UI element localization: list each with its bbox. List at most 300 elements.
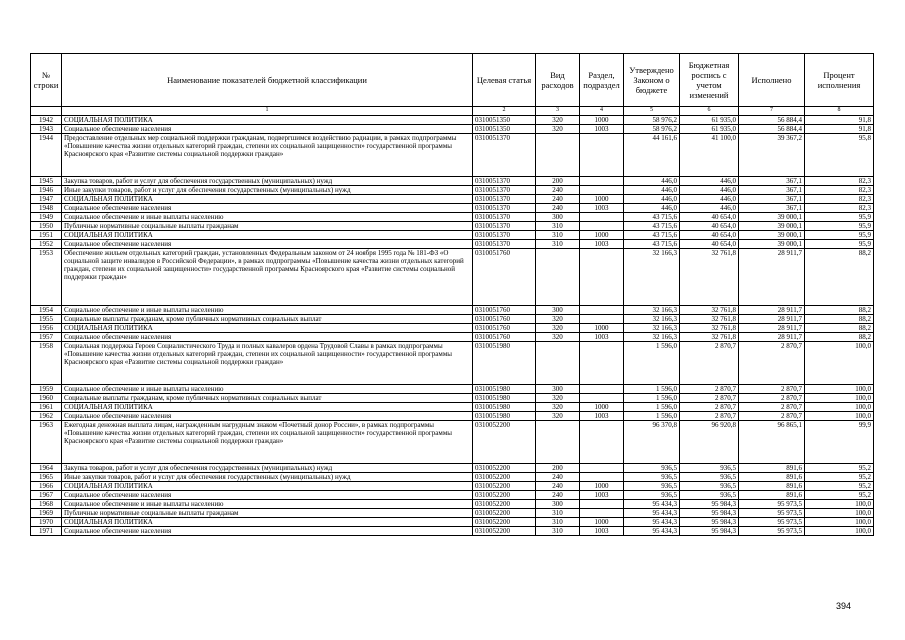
plan-amount: 2 870,7 [680,394,739,403]
plan-amount: 95 984,3 [680,527,739,536]
row-number: 1962 [31,412,62,421]
row-number: 1969 [31,509,62,518]
row-number: 1942 [31,116,62,125]
expense-type: 320 [536,315,580,324]
section-code: 1003 [580,125,624,134]
indicator-name: Предоставление отдельных мер социальной поддержки гражданам, подвергшимся воздействию радиации, в рамках подпрограммы «Повышение качества жизни отдельных категорий граждан, степени их социальной защищенности» государственной программы Красноярского края «Развитие системы социальной поддержки граждан» [62,134,473,177]
target-article: 0310051980 [473,385,536,394]
column-number-row [31,107,874,116]
header-indicator-name: Наименование показателей бюджетной классификации [62,54,473,107]
execution-percent: 100,0 [805,403,874,412]
indicator-name: Социальное обеспечение и иные выплаты населению [62,213,473,222]
table-row [31,491,874,500]
approved-amount: 32 166,3 [624,315,680,324]
expense-type: 200 [536,464,580,473]
target-article: 0310052200 [473,421,536,464]
expense-type: 320 [536,394,580,403]
expense-type: 320 [536,125,580,134]
indicator-name: Социальное обеспечение населения [62,125,473,134]
table-row [31,482,874,491]
executed-amount: 2 870,7 [739,403,805,412]
expense-type: 310 [536,527,580,536]
expense-type: 310 [536,222,580,231]
column-number: 5 [624,107,680,116]
expense-type [536,134,580,177]
approved-amount: 95 434,3 [624,527,680,536]
expense-type: 240 [536,491,580,500]
approved-amount: 96 370,8 [624,421,680,464]
section-code [580,464,624,473]
section-code: 1000 [580,231,624,240]
target-article: 0310051370 [473,134,536,177]
row-number: 1949 [31,213,62,222]
expense-type: 310 [536,509,580,518]
executed-amount: 95 973,5 [739,527,805,536]
executed-amount: 56 884,4 [739,125,805,134]
target-article: 0310051760 [473,315,536,324]
approved-amount: 936,5 [624,482,680,491]
table-row [31,222,874,231]
approved-amount: 43 715,6 [624,222,680,231]
expense-type: 300 [536,306,580,315]
table-row [31,240,874,249]
row-number: 1947 [31,195,62,204]
target-article: 0310052200 [473,500,536,509]
target-article: 0310051760 [473,249,536,306]
section-code [580,342,624,385]
approved-amount: 32 166,3 [624,249,680,306]
execution-percent: 82,3 [805,195,874,204]
row-number: 1950 [31,222,62,231]
executed-amount: 2 870,7 [739,394,805,403]
executed-amount: 2 870,7 [739,412,805,421]
executed-amount: 39 000,1 [739,231,805,240]
approved-amount: 1 596,0 [624,412,680,421]
execution-percent: 88,2 [805,249,874,306]
indicator-name: Закупка товаров, работ и услуг для обеспечения государственных (муниципальных) нужд [62,464,473,473]
target-article: 0310051350 [473,116,536,125]
header-approved: Утверждено Законом о бюджете [624,54,680,107]
header-executed: Исполнено [739,54,805,107]
execution-percent: 91,8 [805,116,874,125]
approved-amount: 32 166,3 [624,333,680,342]
expense-type: 300 [536,500,580,509]
expense-type: 200 [536,177,580,186]
execution-percent: 95,9 [805,213,874,222]
row-number: 1968 [31,500,62,509]
executed-amount: 2 870,7 [739,342,805,385]
target-article: 0310052200 [473,509,536,518]
table-row [31,342,874,385]
executed-amount: 95 973,5 [739,518,805,527]
expense-type: 240 [536,186,580,195]
section-code: 1003 [580,240,624,249]
executed-amount: 95 973,5 [739,509,805,518]
expense-type: 240 [536,195,580,204]
section-code [580,177,624,186]
execution-percent: 100,0 [805,509,874,518]
indicator-name: Социальное обеспечение и иные выплаты населению [62,500,473,509]
approved-amount: 1 596,0 [624,385,680,394]
table-row [31,116,874,125]
target-article: 0310051370 [473,204,536,213]
target-article: 0310052200 [473,473,536,482]
indicator-name: Иные закупки товаров, работ и услуг для обеспечения государственных (муниципальных) нужд [62,186,473,195]
target-article: 0310052200 [473,527,536,536]
column-number: 7 [739,107,805,116]
indicator-name: Социальное обеспечение и иные выплаты населению [62,385,473,394]
approved-amount: 32 166,3 [624,306,680,315]
row-number: 1970 [31,518,62,527]
plan-amount: 32 761,8 [680,249,739,306]
table-row [31,125,874,134]
execution-percent: 82,3 [805,186,874,195]
expense-type [536,421,580,464]
approved-amount: 446,0 [624,186,680,195]
table-row [31,403,874,412]
table-row [31,195,874,204]
plan-amount: 936,5 [680,482,739,491]
section-code [580,134,624,177]
table-row [31,527,874,536]
header-expense-type: Вид расходов [536,54,580,107]
row-number: 1948 [31,204,62,213]
indicator-name: СОЦИАЛЬНАЯ ПОЛИТИКА [62,518,473,527]
indicator-name: СОЦИАЛЬНАЯ ПОЛИТИКА [62,482,473,491]
plan-amount: 446,0 [680,186,739,195]
executed-amount: 891,6 [739,482,805,491]
executed-amount: 39 000,1 [739,222,805,231]
executed-amount: 367,1 [739,195,805,204]
budget-execution-table [30,53,874,536]
row-number: 1945 [31,177,62,186]
row-number: 1961 [31,403,62,412]
indicator-name: Ежегодная денежная выплата лицам, награжденным нагрудным знаком «Почетный донор России», в рамках подпрограммы «Повышение качества жизни отдельных категорий граждан, степени их социальной защищенности» государственной программы Красноярского края «Развитие системы социальной поддержки граждан» [62,421,473,464]
column-number: 2 [473,107,536,116]
section-code: 1000 [580,403,624,412]
indicator-name: Иные закупки товаров, работ и услуг для обеспечения государственных (муниципальных) нужд [62,473,473,482]
column-number: 8 [805,107,874,116]
indicator-name: СОЦИАЛЬНАЯ ПОЛИТИКА [62,403,473,412]
execution-percent: 82,3 [805,177,874,186]
execution-percent: 95,9 [805,222,874,231]
section-code [580,500,624,509]
expense-type: 300 [536,385,580,394]
expense-type: 240 [536,473,580,482]
plan-amount: 936,5 [680,491,739,500]
table-row [31,315,874,324]
table-row [31,231,874,240]
execution-percent: 95,8 [805,134,874,177]
execution-percent: 100,0 [805,518,874,527]
plan-amount: 32 761,8 [680,315,739,324]
section-code [580,473,624,482]
header-row-number: № строки [31,54,62,107]
expense-type: 320 [536,412,580,421]
row-number: 1955 [31,315,62,324]
row-number: 1964 [31,464,62,473]
indicator-name: СОЦИАЛЬНАЯ ПОЛИТИКА [62,195,473,204]
approved-amount: 32 166,3 [624,324,680,333]
execution-percent: 82,3 [805,204,874,213]
section-code: 1003 [580,204,624,213]
approved-amount: 1 596,0 [624,403,680,412]
approved-amount: 446,0 [624,204,680,213]
execution-percent: 95,2 [805,473,874,482]
row-number: 1971 [31,527,62,536]
indicator-name: Социальное обеспечение населения [62,240,473,249]
section-code [580,509,624,518]
plan-amount: 95 984,3 [680,500,739,509]
approved-amount: 446,0 [624,195,680,204]
expense-type: 300 [536,213,580,222]
target-article: 0310051760 [473,333,536,342]
section-code [580,421,624,464]
section-code: 1000 [580,195,624,204]
target-article: 0310051370 [473,222,536,231]
execution-percent: 88,2 [805,324,874,333]
section-code [580,249,624,306]
section-code: 1000 [580,324,624,333]
plan-amount: 96 920,8 [680,421,739,464]
row-number: 1946 [31,186,62,195]
table-header-row [31,54,874,107]
expense-type: 240 [536,482,580,491]
section-code: 1000 [580,482,624,491]
approved-amount: 936,5 [624,491,680,500]
executed-amount: 891,6 [739,464,805,473]
table-row [31,213,874,222]
row-number: 1958 [31,342,62,385]
execution-percent: 95,2 [805,491,874,500]
executed-amount: 28 911,7 [739,306,805,315]
executed-amount: 95 973,5 [739,500,805,509]
plan-amount: 61 935,0 [680,116,739,125]
approved-amount: 58 976,2 [624,116,680,125]
executed-amount: 2 870,7 [739,385,805,394]
table-row [31,177,874,186]
expense-type: 240 [536,204,580,213]
section-code: 1000 [580,116,624,125]
target-article: 0310052200 [473,518,536,527]
expense-type: 310 [536,231,580,240]
expense-type [536,249,580,306]
header-budget-plan: Бюджетная роспись с учетом изменений [680,54,739,107]
row-number: 1967 [31,491,62,500]
indicator-name: Публичные нормативные социальные выплаты гражданам [62,509,473,518]
expense-type: 320 [536,324,580,333]
expense-type [536,342,580,385]
plan-amount: 32 761,8 [680,333,739,342]
row-number: 1954 [31,306,62,315]
section-code [580,394,624,403]
target-article: 0310051370 [473,231,536,240]
indicator-name: Социальное обеспечение населения [62,333,473,342]
table-row [31,412,874,421]
column-number: 6 [680,107,739,116]
page-number: 394 [836,601,852,611]
execution-percent: 95,2 [805,464,874,473]
plan-amount: 40 654,0 [680,222,739,231]
plan-amount: 40 654,0 [680,213,739,222]
section-code [580,222,624,231]
approved-amount: 58 976,2 [624,125,680,134]
table-row [31,385,874,394]
executed-amount: 367,1 [739,204,805,213]
plan-amount: 2 870,7 [680,403,739,412]
indicator-name: Публичные нормативные социальные выплаты гражданам [62,222,473,231]
target-article: 0310051980 [473,342,536,385]
target-article: 0310052200 [473,482,536,491]
section-code [580,385,624,394]
plan-amount: 61 935,0 [680,125,739,134]
approved-amount: 1 596,0 [624,342,680,385]
row-number: 1960 [31,394,62,403]
table-row [31,509,874,518]
execution-percent: 100,0 [805,385,874,394]
execution-percent: 100,0 [805,412,874,421]
approved-amount: 1 596,0 [624,394,680,403]
target-article: 0310051350 [473,125,536,134]
execution-percent: 100,0 [805,500,874,509]
plan-amount: 936,5 [680,473,739,482]
header-target-article: Целевая статья [473,54,536,107]
indicator-name: Социальное обеспечение населения [62,527,473,536]
plan-amount: 95 984,3 [680,509,739,518]
expense-type: 320 [536,333,580,342]
plan-amount: 2 870,7 [680,412,739,421]
target-article: 0310051370 [473,213,536,222]
approved-amount: 95 434,3 [624,500,680,509]
expense-type: 320 [536,403,580,412]
expense-type: 310 [536,518,580,527]
executed-amount: 367,1 [739,177,805,186]
column-number: 3 [536,107,580,116]
row-number: 1952 [31,240,62,249]
target-article: 0310051370 [473,195,536,204]
indicator-name: Закупка товаров, работ и услуг для обеспечения государственных (муниципальных) нужд [62,177,473,186]
expense-type: 320 [536,116,580,125]
indicator-name: Социальная поддержка Героев Социалистического Труда и полных кавалеров ордена Трудовой Славы в рамках подпрограммы «Повышение качества жизни отдельных категорий граждан, степени их социальной защищенности» государственной программы Красноярского края «Развитие системы социальной поддержки граждан» [62,342,473,385]
executed-amount: 56 884,4 [739,116,805,125]
executed-amount: 891,6 [739,491,805,500]
table-row [31,204,874,213]
section-code [580,306,624,315]
table-row [31,421,874,464]
indicator-name: Социальные выплаты гражданам, кроме публичных нормативных социальных выплат [62,315,473,324]
table-row [31,306,874,315]
indicator-name: СОЦИАЛЬНАЯ ПОЛИТИКА [62,116,473,125]
table-row [31,518,874,527]
indicator-name: СОЦИАЛЬНАЯ ПОЛИТИКА [62,324,473,333]
row-number: 1959 [31,385,62,394]
plan-amount: 40 654,0 [680,240,739,249]
section-code: 1003 [580,491,624,500]
execution-percent: 99,9 [805,421,874,464]
executed-amount: 39 000,1 [739,240,805,249]
table-row [31,500,874,509]
target-article: 0310051370 [473,186,536,195]
plan-amount: 446,0 [680,204,739,213]
execution-percent: 100,0 [805,394,874,403]
plan-amount: 446,0 [680,177,739,186]
plan-amount: 32 761,8 [680,306,739,315]
section-code [580,186,624,195]
plan-amount: 2 870,7 [680,342,739,385]
target-article: 0310051370 [473,240,536,249]
table-row [31,186,874,195]
executed-amount: 39 000,1 [739,213,805,222]
plan-amount: 2 870,7 [680,385,739,394]
row-number: 1965 [31,473,62,482]
approved-amount: 43 715,6 [624,213,680,222]
column-number [31,107,62,116]
row-number: 1956 [31,324,62,333]
execution-percent: 100,0 [805,527,874,536]
approved-amount: 95 434,3 [624,509,680,518]
indicator-name: Социальное обеспечение и иные выплаты населению [62,306,473,315]
plan-amount: 41 100,0 [680,134,739,177]
target-article: 0310052200 [473,464,536,473]
target-article: 0310051370 [473,177,536,186]
approved-amount: 936,5 [624,473,680,482]
plan-amount: 936,5 [680,464,739,473]
target-article: 0310051980 [473,394,536,403]
indicator-name: Социальное обеспечение населения [62,412,473,421]
execution-percent: 95,9 [805,231,874,240]
execution-percent: 88,2 [805,306,874,315]
execution-percent: 88,2 [805,315,874,324]
target-article: 0310051760 [473,306,536,315]
row-number: 1957 [31,333,62,342]
row-number: 1953 [31,249,62,306]
section-code: 1003 [580,333,624,342]
section-code: 1003 [580,527,624,536]
target-article: 0310051980 [473,403,536,412]
row-number: 1951 [31,231,62,240]
executed-amount: 28 911,7 [739,249,805,306]
executed-amount: 39 367,2 [739,134,805,177]
plan-amount: 446,0 [680,195,739,204]
indicator-name: Социальное обеспечение населения [62,204,473,213]
indicator-name: СОЦИАЛЬНАЯ ПОЛИТИКА [62,231,473,240]
plan-amount: 40 654,0 [680,231,739,240]
indicator-name: Социальные выплаты гражданам, кроме публичных нормативных социальных выплат [62,394,473,403]
target-article: 0310051760 [473,324,536,333]
indicator-name: Социальное обеспечение населения [62,491,473,500]
table-row [31,134,874,177]
approved-amount: 43 715,6 [624,231,680,240]
execution-percent: 95,2 [805,482,874,491]
table-row [31,394,874,403]
header-percent: Процент исполнения [805,54,874,107]
table-row [31,464,874,473]
executed-amount: 96 865,1 [739,421,805,464]
table-row [31,249,874,306]
executed-amount: 28 911,7 [739,315,805,324]
section-code: 1003 [580,412,624,421]
table-row [31,333,874,342]
executed-amount: 891,6 [739,473,805,482]
approved-amount: 43 715,6 [624,240,680,249]
executed-amount: 367,1 [739,186,805,195]
row-number: 1966 [31,482,62,491]
section-code [580,213,624,222]
section-code: 1000 [580,518,624,527]
table-row [31,324,874,333]
execution-percent: 91,8 [805,125,874,134]
row-number: 1944 [31,134,62,177]
